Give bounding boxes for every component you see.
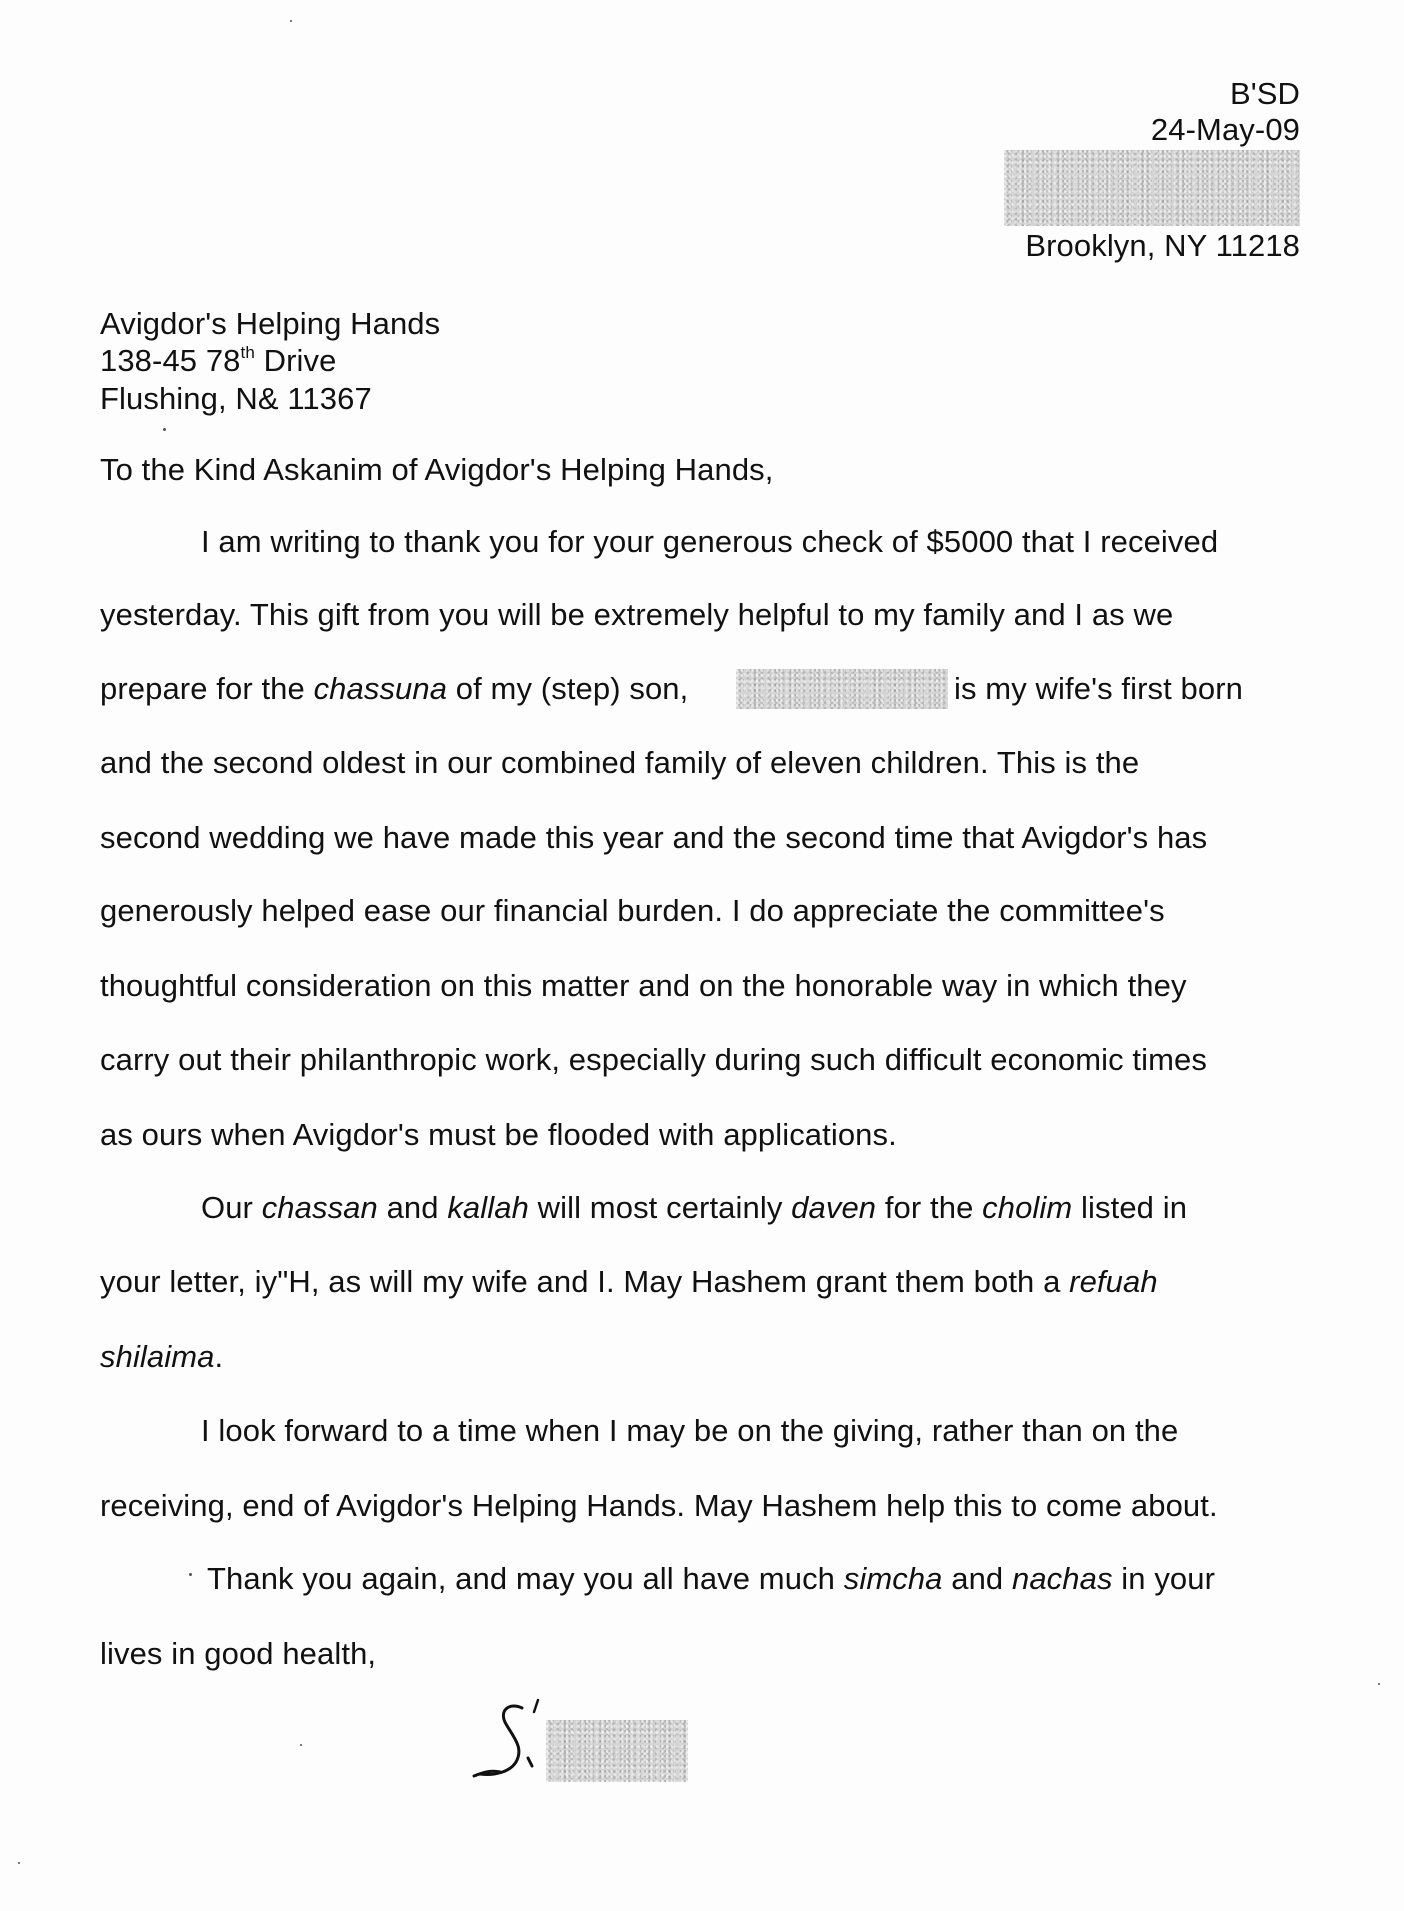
p4-l1-nachas: nachas (1011, 1561, 1113, 1596)
p1-line-3-c: is my wife's first born (954, 671, 1243, 706)
p2-l2-a: your letter, iy"H, as will my wife and I. May Hashem grant them both a (100, 1264, 1070, 1299)
p3-line-2: receiving, end of Avigdor's Helping Hands. May Hashem help this to come about. (100, 1488, 1218, 1523)
signature-mark (470, 1696, 550, 1788)
p2-l1-e: listed in (1072, 1190, 1188, 1225)
p2-line-1 (201, 1190, 1187, 1226)
redacted-son-name (736, 669, 948, 709)
p1-line-9: as ours when Avigdor's must be flooded with applications. (100, 1117, 897, 1152)
p1-line-3-italic: chassuna (313, 671, 448, 706)
p1-line-3 (100, 671, 688, 707)
p2-l2-refuah: refuah (1069, 1264, 1158, 1299)
p1-line-8: carry out their philanthropic work, especially during such difficult economic times (100, 1042, 1207, 1077)
p1-line-2: yesterday. This gift from you will be extremely helpful to my family and I as we (100, 597, 1174, 632)
p1-line-3-a: prepare for the (100, 671, 314, 706)
p2-l1-c: will most certainly (528, 1190, 792, 1225)
bsd-mark: B'SD (1229, 76, 1300, 111)
p2-l1-kallah: kallah (447, 1190, 529, 1225)
p2-line-3 (100, 1339, 223, 1375)
p2-l1-chassan: chassan (261, 1190, 378, 1225)
p1-line-6: generously helped ease our financial burden. I do appreciate the committee's (100, 893, 1165, 928)
redacted-signature-name (546, 1720, 688, 1782)
p4-line-2: lives in good health, (100, 1636, 377, 1671)
scan-speck (163, 428, 166, 431)
p3-line-1: I look forward to a time when I may be on the giving, rather than on the (201, 1413, 1179, 1448)
p4-l1-a: Thank you again, and may you all have much (207, 1561, 844, 1596)
recipient-city-line: Flushing, N& 11367 (100, 381, 372, 416)
salutation: To the Kind Askanim of Avigdor's Helping Hands, (100, 452, 774, 487)
p2-line-2 (100, 1264, 1158, 1300)
letter-date: 24-May-09 (1150, 112, 1300, 147)
scan-speck (290, 20, 292, 22)
redacted-sender-address (1004, 150, 1300, 226)
p1-line-4: and the second oldest in our combined family of eleven children. This is the (100, 745, 1140, 780)
recipient-address (100, 343, 336, 379)
p2-l1-d: for the (876, 1190, 983, 1225)
recipient-name: Avigdor's Helping Hands (100, 306, 441, 341)
p4-line-1 (207, 1561, 1215, 1597)
scan-speck (18, 1862, 20, 1864)
address-street: Drive (254, 343, 337, 378)
p1-line-1: I am writing to thank you for your generous check of $5000 that I received (201, 524, 1219, 559)
sender-city-line: Brooklyn, NY 11218 (1025, 228, 1300, 263)
scan-speck (300, 1744, 302, 1746)
address-ordinal: th (240, 342, 255, 362)
address-number: 138-45 78 (100, 343, 241, 378)
p2-l1-daven: daven (791, 1190, 877, 1225)
p2-l3-shilaima: shilaima (100, 1339, 215, 1374)
p2-l1-a: Our (201, 1190, 262, 1225)
p4-l1-b: and (942, 1561, 1012, 1596)
p4-l1-c: in your (1112, 1561, 1216, 1596)
p2-l1-b: and (377, 1190, 448, 1225)
p2-l1-cholim: cholim (982, 1190, 1073, 1225)
p1-line-5: second wedding we have made this year and the second time that Avigdor's has (100, 820, 1208, 855)
p2-l3-period: . (214, 1339, 224, 1374)
p1-line-3-b: of my (step) son, (447, 671, 689, 706)
scan-speck (189, 1573, 192, 1576)
scan-speck (1378, 1683, 1380, 1685)
p4-l1-simcha: simcha (843, 1561, 943, 1596)
p1-line-7: thoughtful consideration on this matter and on the honorable way in which they (100, 968, 1187, 1003)
